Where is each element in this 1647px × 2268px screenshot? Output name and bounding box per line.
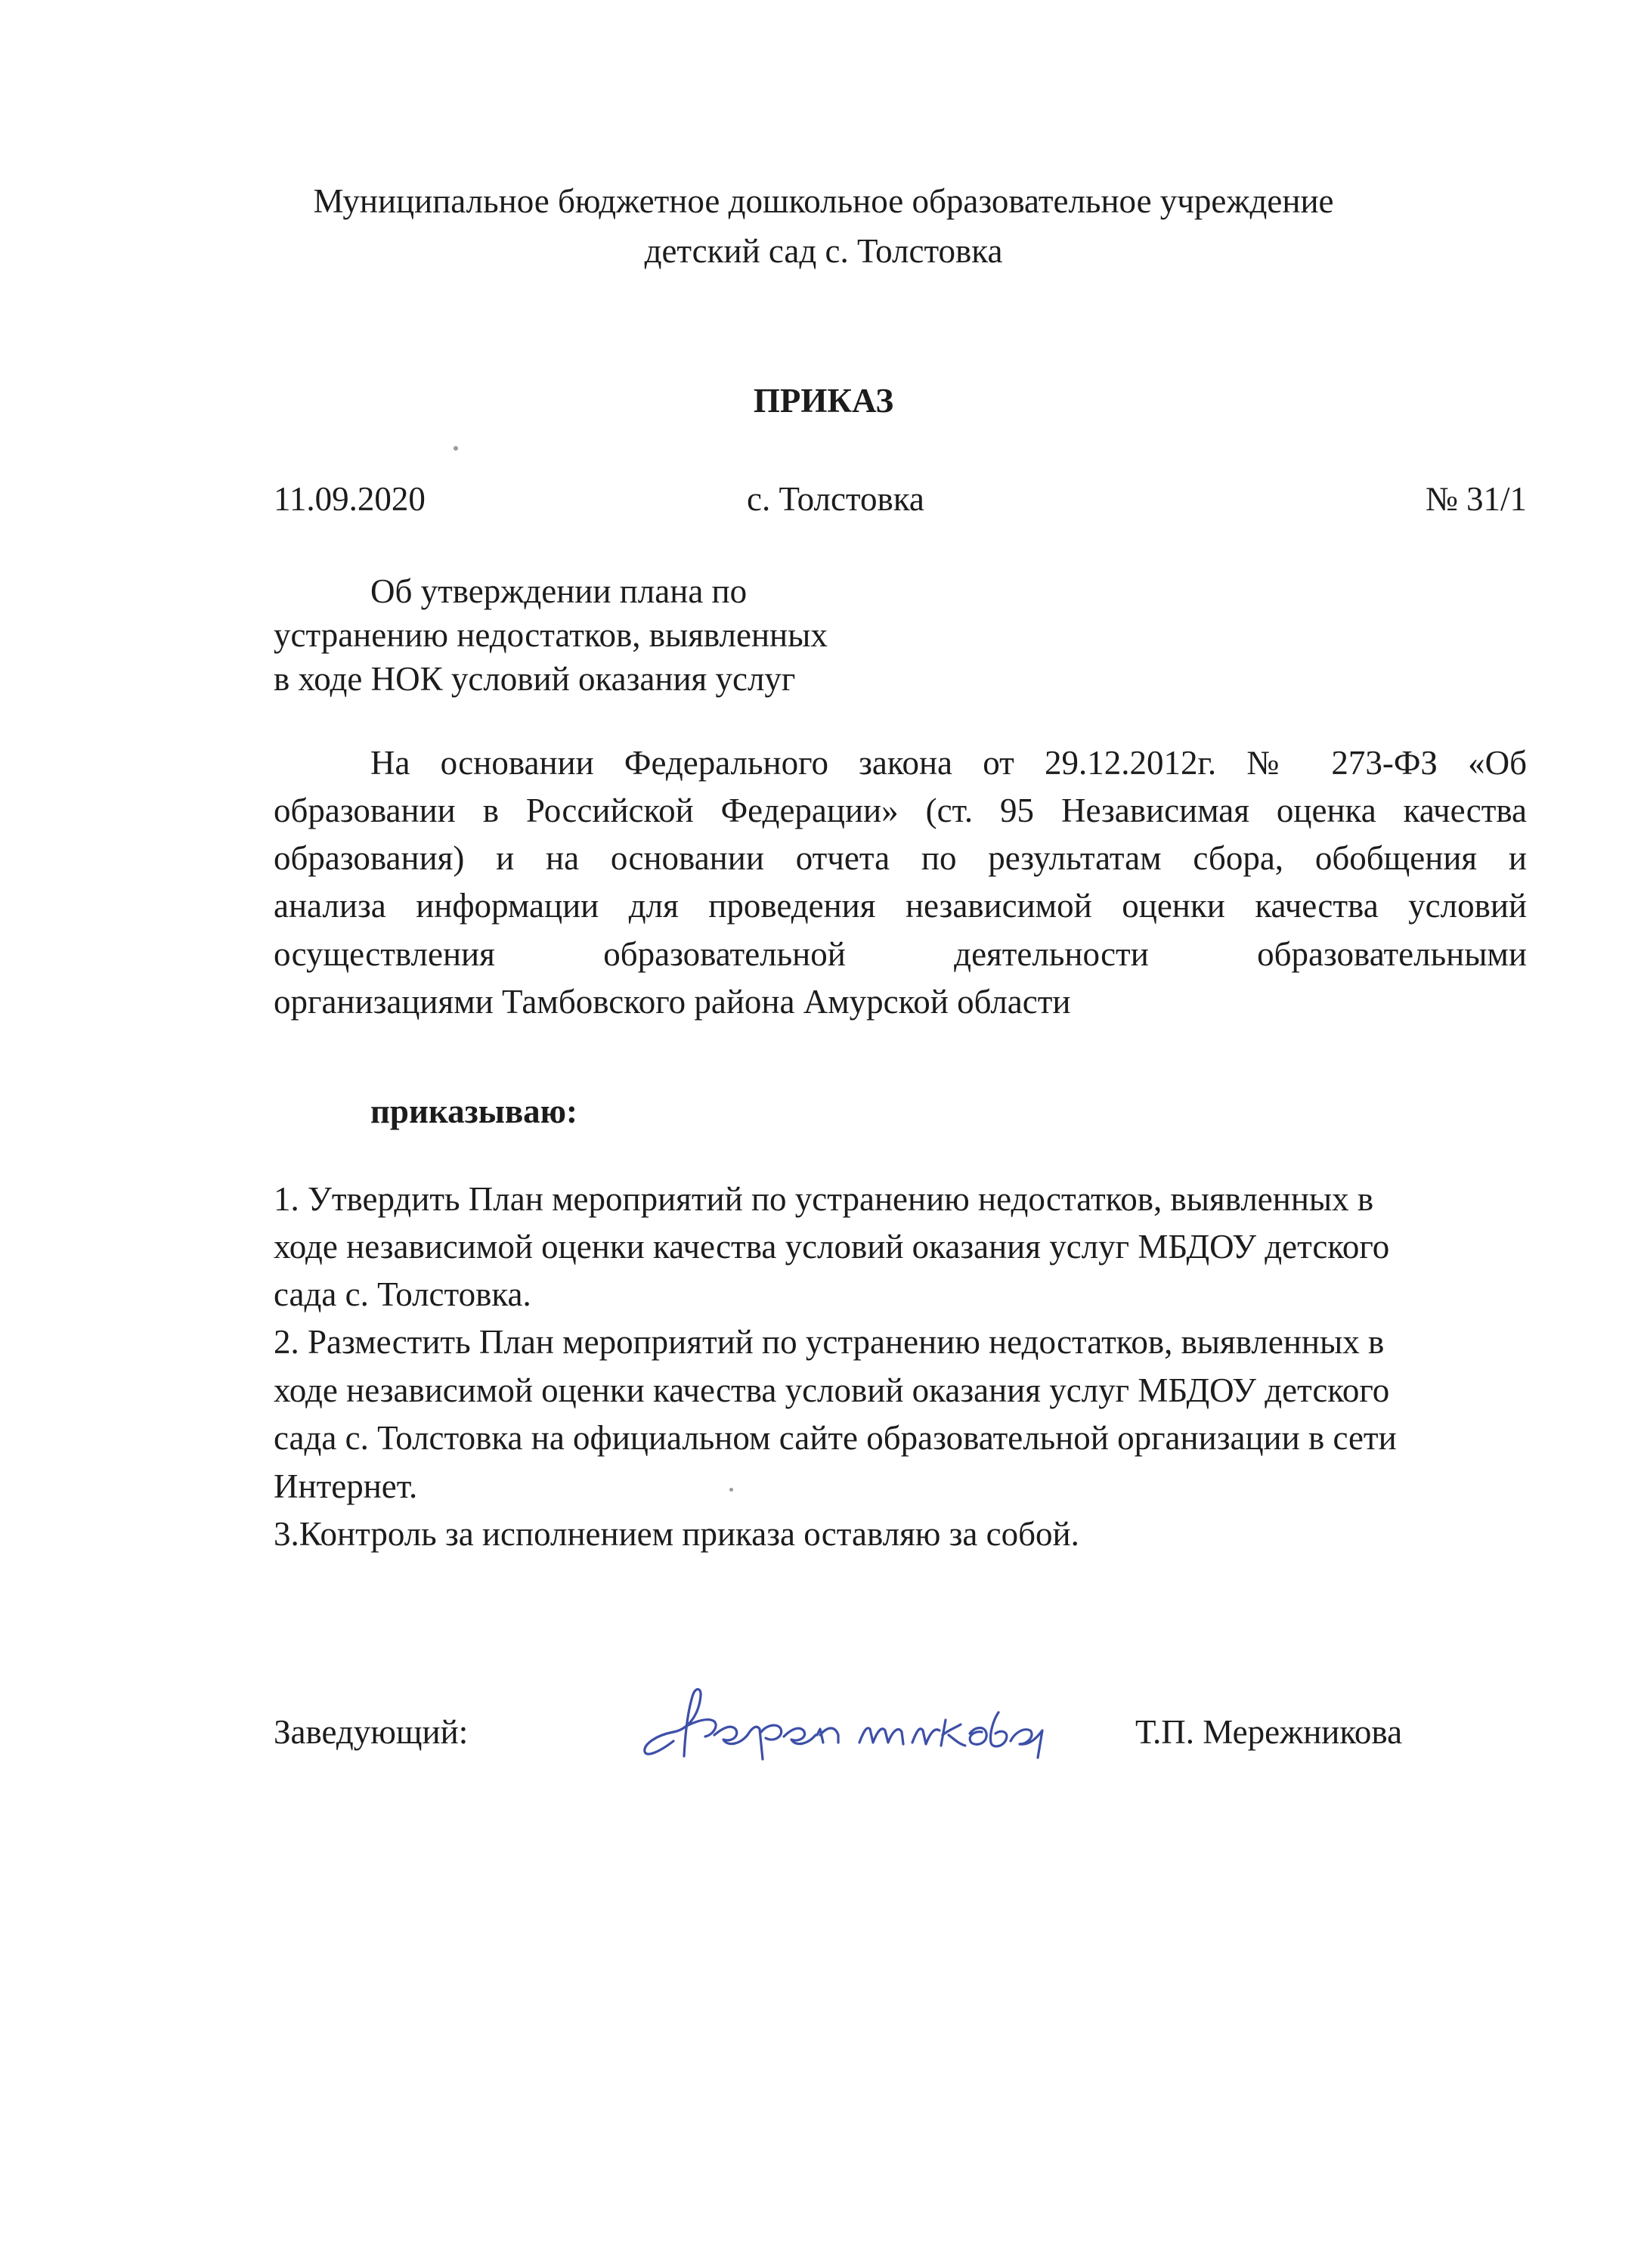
preamble-line-3: образования) и на основании отчета по результатам сбора, обобщения и xyxy=(274,839,1527,877)
order-date: 11.09.2020 xyxy=(274,480,426,518)
signature-strokes xyxy=(645,1689,1042,1759)
preamble-line-6: организациями Тамбовского района Амурской области xyxy=(274,983,1071,1021)
item-line-7: Интернет. xyxy=(274,1467,418,1505)
preamble-line-5: осуществления образовательной деятельности образовательными xyxy=(274,935,1527,973)
order-word: приказываю: xyxy=(370,1092,578,1130)
order-place: с. Толстовка xyxy=(747,480,924,518)
item-line-3: сада с. Толстовка. xyxy=(274,1275,531,1313)
scan-speck xyxy=(729,1488,733,1492)
preamble-line-4: анализа информации для проведения независимой оценки качества условий xyxy=(274,887,1527,925)
item-line-1: 1. Утвердить План мероприятий по устранению недостатков, выявленных в xyxy=(274,1180,1374,1218)
preamble-line-1: На основании Федерального закона от 29.12.2012г. № 273-ФЗ «Об xyxy=(370,744,1527,782)
document-title: ПРИКАЗ xyxy=(753,382,894,420)
organization-name-line-2: детский сад с. Толстовка xyxy=(644,232,1003,270)
organization-name-line-1: Муниципальное бюджетное дошкольное образовательное учреждение xyxy=(313,182,1334,220)
item-line-6: сада с. Толстовка на официальном сайте образовательной организации в сети xyxy=(274,1419,1397,1457)
subject-line-2: устранению недостатков, выявленных xyxy=(274,616,828,654)
signatory-name: Т.П. Мережникова xyxy=(1135,1713,1403,1751)
preamble-line-2: образовании в Российской Федерации» (ст. 95 Независимая оценка качества xyxy=(274,792,1527,829)
subject-line-3: в ходе НОК условий оказания услуг xyxy=(274,660,796,698)
order-number: № 31/1 xyxy=(1425,480,1527,518)
item-line-8: 3.Контроль за исполнением приказа оставляю за собой. xyxy=(274,1515,1079,1553)
item-line-4: 2. Разместить План мероприятий по устранению недостатков, выявленных в xyxy=(274,1323,1385,1361)
item-line-2: ходе независимой оценки качества условий оказания услуг МБДОУ детского xyxy=(274,1228,1390,1266)
item-line-5: ходе независимой оценки качества условий оказания услуг МБДОУ детского xyxy=(274,1371,1390,1409)
signatory-position: Заведующий: xyxy=(274,1713,469,1751)
subject-line-1: Об утверждении плана по xyxy=(370,572,748,610)
scan-speck xyxy=(454,446,458,451)
handwritten-signature xyxy=(630,1682,1053,1773)
